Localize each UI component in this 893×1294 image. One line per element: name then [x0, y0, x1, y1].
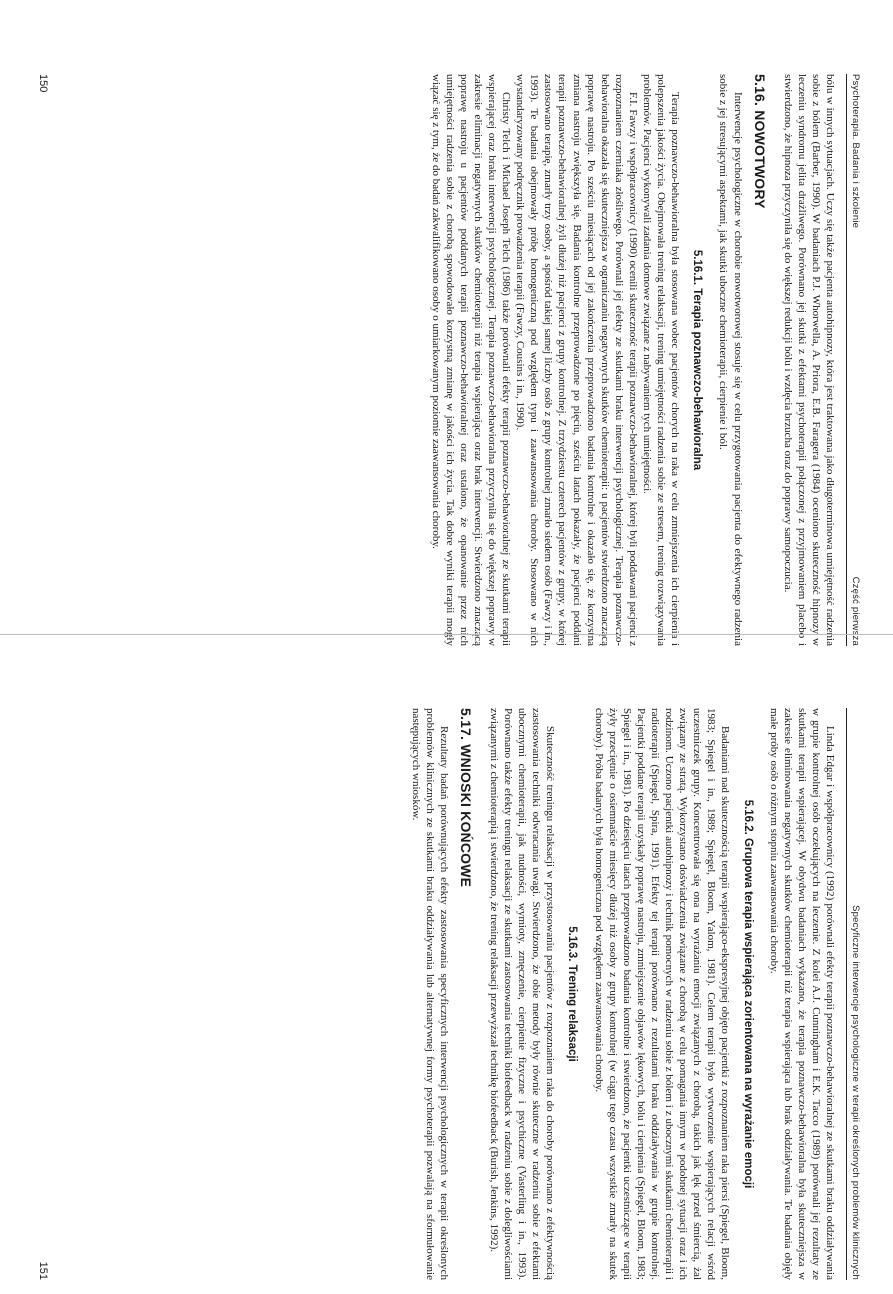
page-151	[27, 694, 867, 1294]
body-paragraph: F.I. Fawzy i współpracownicy (1990) ocenili skuteczność terapii poznawczo-behawioralnej, której byli poddawani pacjenci z rozpoznaniem czerniaka złośliwego. Porównali jej efekty ze skutkami braku interwencji psychologicznej. Terapia poznawczo-behawioralna okazała się skuteczniejsza w ograniczaniu negatywnych skutków chemioterapii: u pacjentów stwierdzono znaczącą poprawę nastroju. Po sześciu miesiącach od jej zakończenia przeprowadzono badania kontrolne i okazało się, że korzystna zmiana nastroju zwiększyła się. Badania kontrolne przeprowadzone po pięciu, sześciu latach pokazały, że pacjenci poddani terapii poznawczo-behawioralnej żyli dłużej niż pacjenci z grupy kontrolnej. Z trzydziestu czterech pacjentów z grupy, w której zastosowano terapię, zmarły trzy osoby, a spośród takiej samej liczby osób z grupy kontrolnej zmarło siedem osób (Fawzy i in., 1993). Te badania obejmowały próbę homogeniczną pod względem typu i zaawansowania choroby. Stosowano w nich wystandaryzowany podręcznik prowadzenia terapii (Fawzy, Cousins i in., 1990).	[514, 74, 639, 646]
header-chapter-title: Specyficzne interwencje psychologiczne w terapii określonych problemów klinicznych	[850, 905, 861, 1280]
running-header	[846, 708, 861, 1280]
intro-paragraph: bólu w innych sytuacjach. Uczy się także pacjenta autohipnozy, która jest traktowana jako długoterminowa umiejętność radzenia sobie z bólem (Barber, 1990). W badaniach P.J. Whorwella, A. Priora, E.B. Faragera (1984) oceniono skuteczność hipnozy w leczeniu syndromu jelita drażliwego. Porównano jej skutki z efektami psychoterapii połączonej z przyjmowaniem placebo i stwierdzono, że hipnoza przyczyniła się do większej redukcji bólu i wzdęcia brzucha oraz do poprawy samopoczucia.	[781, 74, 836, 646]
body-paragraph: Terapia poznawczo-behawioralna była stosowana wobec pacjentów chorych na raka w celu zmniejszenia ich cierpienia i polepszenia jakości życia. Obejmowała trening relaksacji, trening umiejętności radzenia sobie ze stresem, trening rozwiązywania problemów. Pacjenci wykonywali zadania domowe związane z nabywaniem tych umiejętności.	[641, 74, 682, 646]
page-number: 150	[37, 74, 49, 93]
page-151-body	[63, 708, 837, 1280]
section-heading-conclusions: 5.17. WNIOSKI KOŃCOWE	[457, 708, 474, 888]
subsection-heading-support-therapy: 5.16.2. Grupowa terapia wspierająca zorientowana na wyrażanie emocji	[741, 799, 754, 1189]
header-book-title: Psychoterapia. Badania i szkolenie	[850, 74, 861, 229]
header-part-title: Część pierwsza	[850, 576, 861, 646]
page-number: 151	[37, 1261, 49, 1280]
page-150-body	[63, 74, 837, 646]
running-header	[846, 74, 861, 646]
page-150	[27, 60, 867, 660]
body-paragraph: Badaniami nad skutecznością terapii wspierająco-ekspresyjnej objęto pacjentki z rozpoznaniem raka piersi (Spiegel, Bloom, 1983; Spiegel i in., 1989; Spiegel, Bloom, Yalom, 1981). Celem terapii było wytworzenie wspierających relacji wśród uczestniczek grupy. Koncentrowała się ona na wyrażaniu emocji związanych z chorobą, takich jak lęk przed śmiercią, żal związany ze stratą. Wykorzystano doświadczenia związane z chorobą w celu pomagania innym w podobnej sytuacji oraz i ich rodzinom. Uczono pacjentki autohipnozy i technik pomocnych w radzeniu sobie z bólem i z ubocznymi skutkami chemioterapii i radioterapii (Spiegel, Spira, 1991). Efekty tej terapii porównano z rezultatami braku oddziaływania w grupie kontrolnej. Pacjentki poddane terapii uzyskały poprawę nastroju, zmniejszenie objawów lękowych, bólu i cierpienia (Spiegel, Bloom, 1983; Spiegel i in., 1981). Po dziesięciu latach przeprowadzono badania kontrolne i stwierdzono, że pacjentki uczestniczące w terapii żyły przeciętnie o osiemnaście miesięcy dłużej niż osoby z grupy kontrolnej (w ciągu tego czasu wszystkie zmarły na skutek choroby). Próba badanych była homogeniczna pod względem zaawansowania choroby.	[592, 708, 732, 1280]
body-paragraph: Skuteczność treningu relaksacji w przystosowaniu pacjentów z rozpoznaniem raka do choroby porównano z efektywnością zastosowania techniki odwracania uwagi. Stwierdzono, że obie metody były równie skuteczne w radzeniu sobie z efektami ubocznymi chemioterapii, jak nudności, wymioty, zmęczenie, cierpienie fizyczne i psychiczne (Vasterling i in., 1993). Porównano także efekty treningu relaksacji ze skutkami zastosowania techniki biofeedback w radzeniu sobie z dolegliwościami związanymi z chemioterapią i stwierdzono, że trening relaksacji przewyższał technikę biofeedback (Burish, Jenkins, 1992).	[488, 708, 557, 1280]
body-paragraph: Christy Telch i Michael Joseph Telch (1986) także porównali efekty terapii poznawczo-behawioralnej ze skutkami terapii wspierającej oraz braku interwencji psychologicznej. Terapia poznawczo-behawioralna przyczyniła się do większej poprawy w zakresie eliminacji negatywnych skutków chemioterapii niż terapia wspierająca oraz brak interwencji. Stwierdzono znaczącą poprawę nastroju u pacjentów poddanych terapii poznawczo-behawioralnej oraz ustalono, że opanowanie przez nich umiejętności radzenia sobie z chorobą spowodowało korzystną zmianę w jakości ich życia. Tak dobre wyniki terapii mogły wiązać się z tym, że do badań zakwalifikowano osoby o umiarkowanym poziomie zaawansowania choroby.	[429, 74, 513, 646]
page-divider	[0, 634, 893, 635]
intro-paragraph: Linda Edgar i współpracownicy (1992) porównali efekty terapii poznawczo-behawioralnej ze skutkami braku oddziaływania w grupie kontrolnej osób oczekujących na leczenie. Z kolei A.J. Cunningham i E.K. Tacco (1989) porównali jej rezultaty ze skutkami terapii wspierającej. W obydwu badaniach wykazano, że terapia poznawczo-behawioralna była skuteczniejsza w zakresie eliminowania negatywnych skutków chemioterapii niż terapia wspierająca lub brak oddziaływania. Te badania objęły małe próby osób o różnym stopniu zaawansowania choroby.	[767, 708, 836, 1280]
subsection-heading-cbt: 5.16.1. Terapia poznawczo-behawioralna	[691, 249, 704, 471]
subsection-heading-relaxation: 5.16.3. Trening relaksacji	[566, 926, 579, 1062]
section-paragraph: Interwencje psychologiczne w chorobie nowotworowej stosuje się w celu przygotowania pacjenta do efektywnego radzenia sobie z jej stresującymi aspektami, jak skutki uboczne chemioterapii, cierpienie i ból.	[717, 74, 744, 646]
body-paragraph: Rezultaty badań porównujących efekty zastosowania specyficznych interwencji psychologicznych w terapii określonych problemów klinicznych ze skutkami braku oddziaływania lub alternatywnej formy psychoterapii pozwalają na sformułowanie następujących wniosków.	[409, 708, 450, 1280]
section-heading-nowotwory: 5.16. NOWOTWORY	[751, 74, 768, 209]
